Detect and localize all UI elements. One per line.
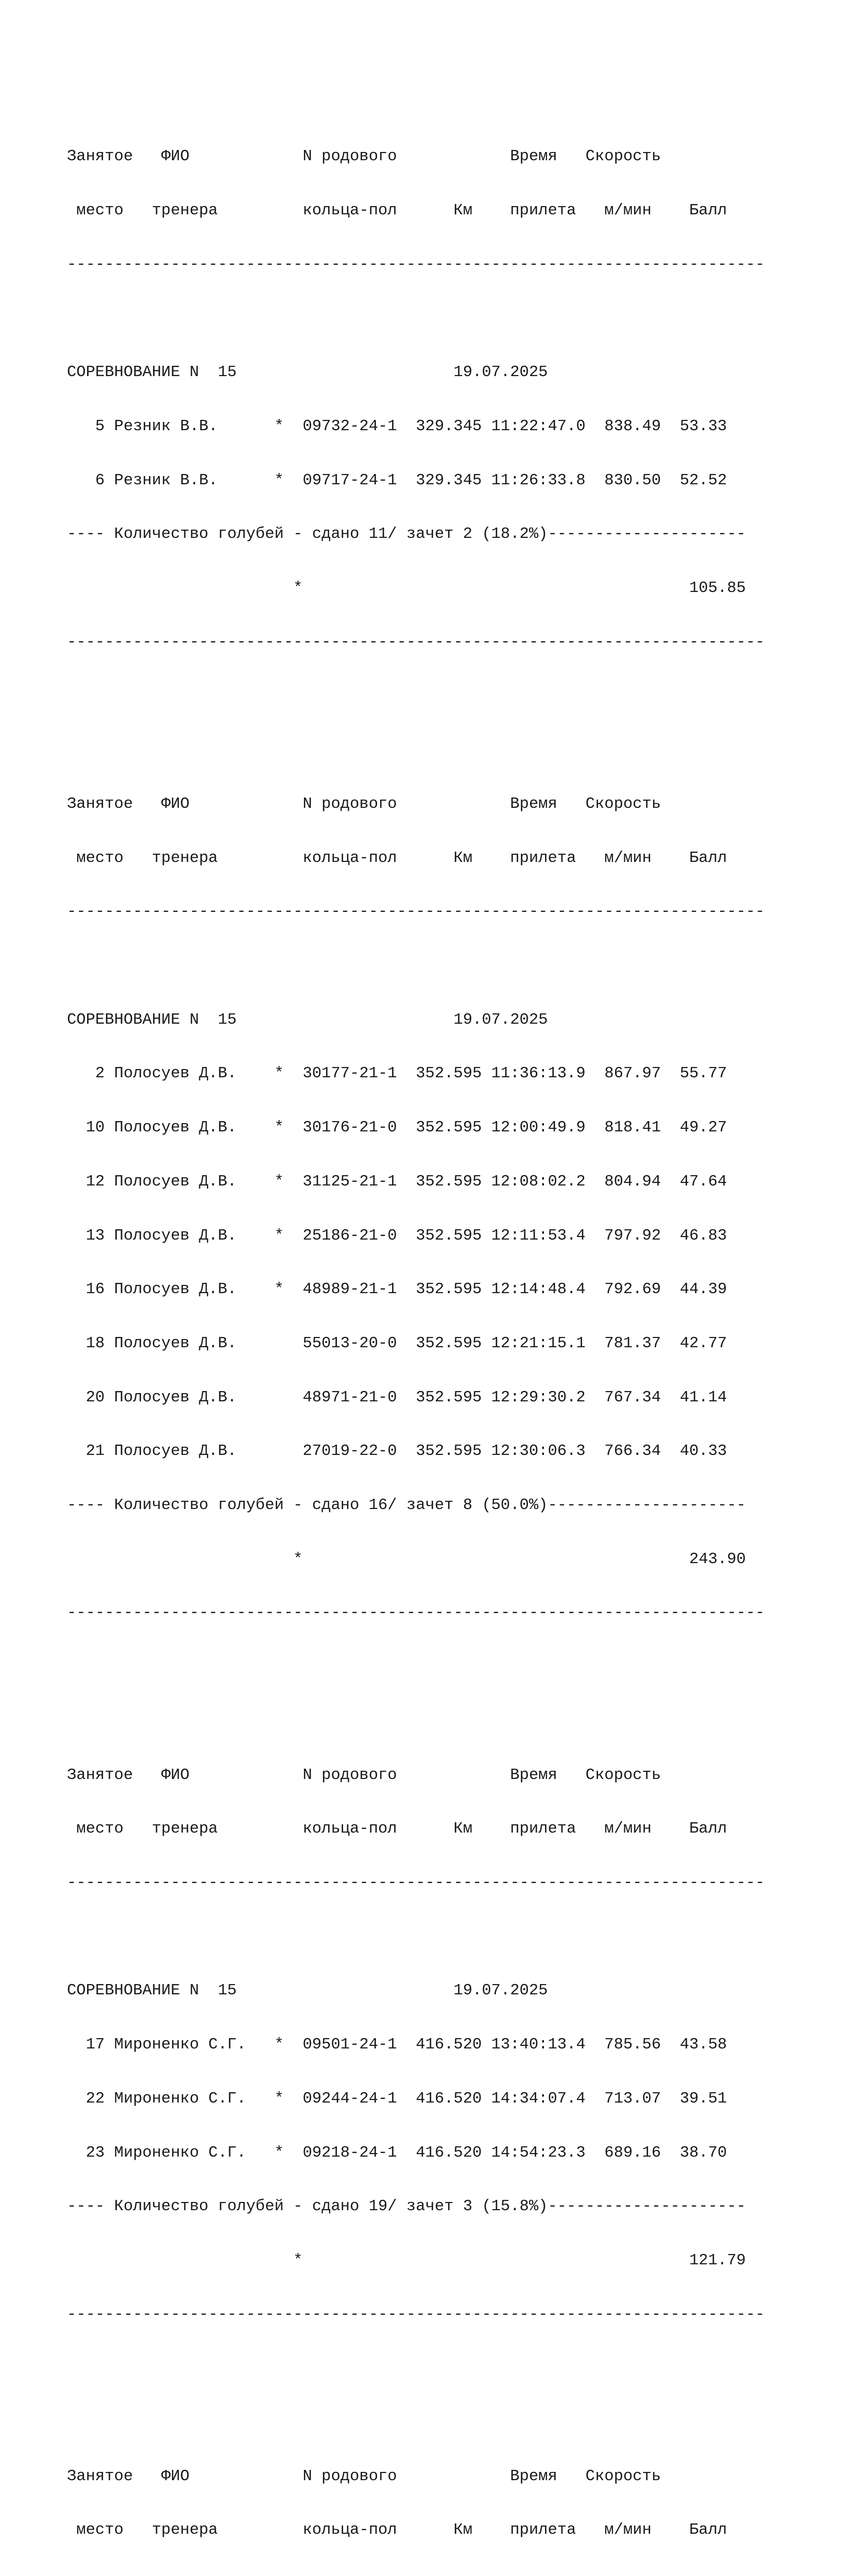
- result-row: 18 Полосуев Д.В. 55013-20-0 352.595 12:21:15.1 781.37 42.77: [67, 1334, 727, 1352]
- competition-line: СОРЕВНОВАНИЕ N 15 19.07.2025: [67, 364, 548, 382]
- column-header-line-1: Занятое ФИО N родового Время Скорость: [67, 795, 661, 813]
- separator-line: --------------------------------------------------------------------------: [67, 2306, 765, 2324]
- separator-line: --------------------------------------------------------------------------: [67, 903, 765, 921]
- result-row: 2 Полосуев Д.В. * 30177-21-1 352.595 11:36:13.9 867.97 55.77: [67, 1065, 727, 1083]
- report-section: [67, 1731, 764, 2360]
- column-header-line-2: место тренера кольца-пол Км прилета м/мин Балл: [67, 202, 727, 220]
- competition-line: СОРЕВНОВАНИЕ N 15 19.07.2025: [67, 1982, 548, 2000]
- column-header-line-2: место тренера кольца-пол Км прилета м/мин Балл: [67, 849, 727, 867]
- blank-line: [67, 1928, 764, 1946]
- column-header-line-2: место тренера кольца-пол Км прилета м/мин Балл: [67, 2521, 727, 2539]
- column-header-line-1: Занятое ФИО N родового Время Скорость: [67, 1766, 661, 1784]
- result-row: 13 Полосуев Д.В. * 25186-21-0 352.595 12:11:53.4 797.92 46.83: [67, 1227, 727, 1245]
- result-row: 6 Резник В.В. * 09717-24-1 329.345 11:26:33.8 830.50 52.52: [67, 471, 727, 489]
- separator-line: --------------------------------------------------------------------------: [67, 256, 765, 274]
- summary-line: ---- Количество голубей - сдано 16/ зачет 8 (50.0%)---------------------: [67, 1497, 746, 1515]
- result-row: 23 Мироненко С.Г. * 09218-24-1 416.520 14:54:23.3 689.16 38.70: [67, 2144, 727, 2162]
- pigeon-race-report: [67, 40, 764, 2576]
- column-header-line-2: место тренера кольца-пол Км прилета м/мин Балл: [67, 1820, 727, 1838]
- separator-line: --------------------------------------------------------------------------: [67, 1604, 765, 1622]
- blank-line: [67, 957, 764, 975]
- report-section: [67, 759, 764, 1658]
- separator-line: --------------------------------------------------------------------------: [67, 633, 765, 651]
- report-section: [67, 2432, 764, 2576]
- column-header-line-1: Занятое ФИО N родового Время Скорость: [67, 2467, 661, 2485]
- result-row: 21 Полосуев Д.В. 27019-22-0 352.595 12:30:06.3 766.34 40.33: [67, 1443, 727, 1461]
- report-section: [67, 112, 764, 688]
- competition-line: СОРЕВНОВАНИЕ N 15 19.07.2025: [67, 1011, 548, 1029]
- total-line: * 243.90: [67, 1550, 746, 1568]
- total-line: * 121.79: [67, 2251, 746, 2269]
- result-row: 12 Полосуев Д.В. * 31125-21-1 352.595 12:08:02.2 804.94 47.64: [67, 1173, 727, 1191]
- result-row: 22 Мироненко С.Г. * 09244-24-1 416.520 14:34:07.4 713.07 39.51: [67, 2090, 727, 2108]
- column-header-line-1: Занятое ФИО N родового Время Скорость: [67, 148, 661, 166]
- result-row: 5 Резник В.В. * 09732-24-1 329.345 11:22:47.0 838.49 53.33: [67, 417, 727, 435]
- total-line: * 105.85: [67, 580, 746, 598]
- summary-line: ---- Количество голубей - сдано 19/ зачет 3 (15.8%)---------------------: [67, 2198, 746, 2216]
- separator-line: --------------------------------------------------------------------------: [67, 1874, 765, 1892]
- result-row: 10 Полосуев Д.В. * 30176-21-0 352.595 12:00:49.9 818.41 49.27: [67, 1119, 727, 1137]
- result-row: 20 Полосуев Д.В. 48971-21-0 352.595 12:29:30.2 767.34 41.14: [67, 1388, 727, 1406]
- result-row: 17 Мироненко С.Г. * 09501-24-1 416.520 13:40:13.4 785.56 43.58: [67, 2036, 727, 2054]
- result-row: 16 Полосуев Д.В. * 48989-21-1 352.595 12:14:48.4 792.69 44.39: [67, 1281, 727, 1299]
- blank-line: [67, 310, 764, 328]
- summary-line: ---- Количество голубей - сдано 11/ зачет 2 (18.2%)---------------------: [67, 526, 746, 544]
